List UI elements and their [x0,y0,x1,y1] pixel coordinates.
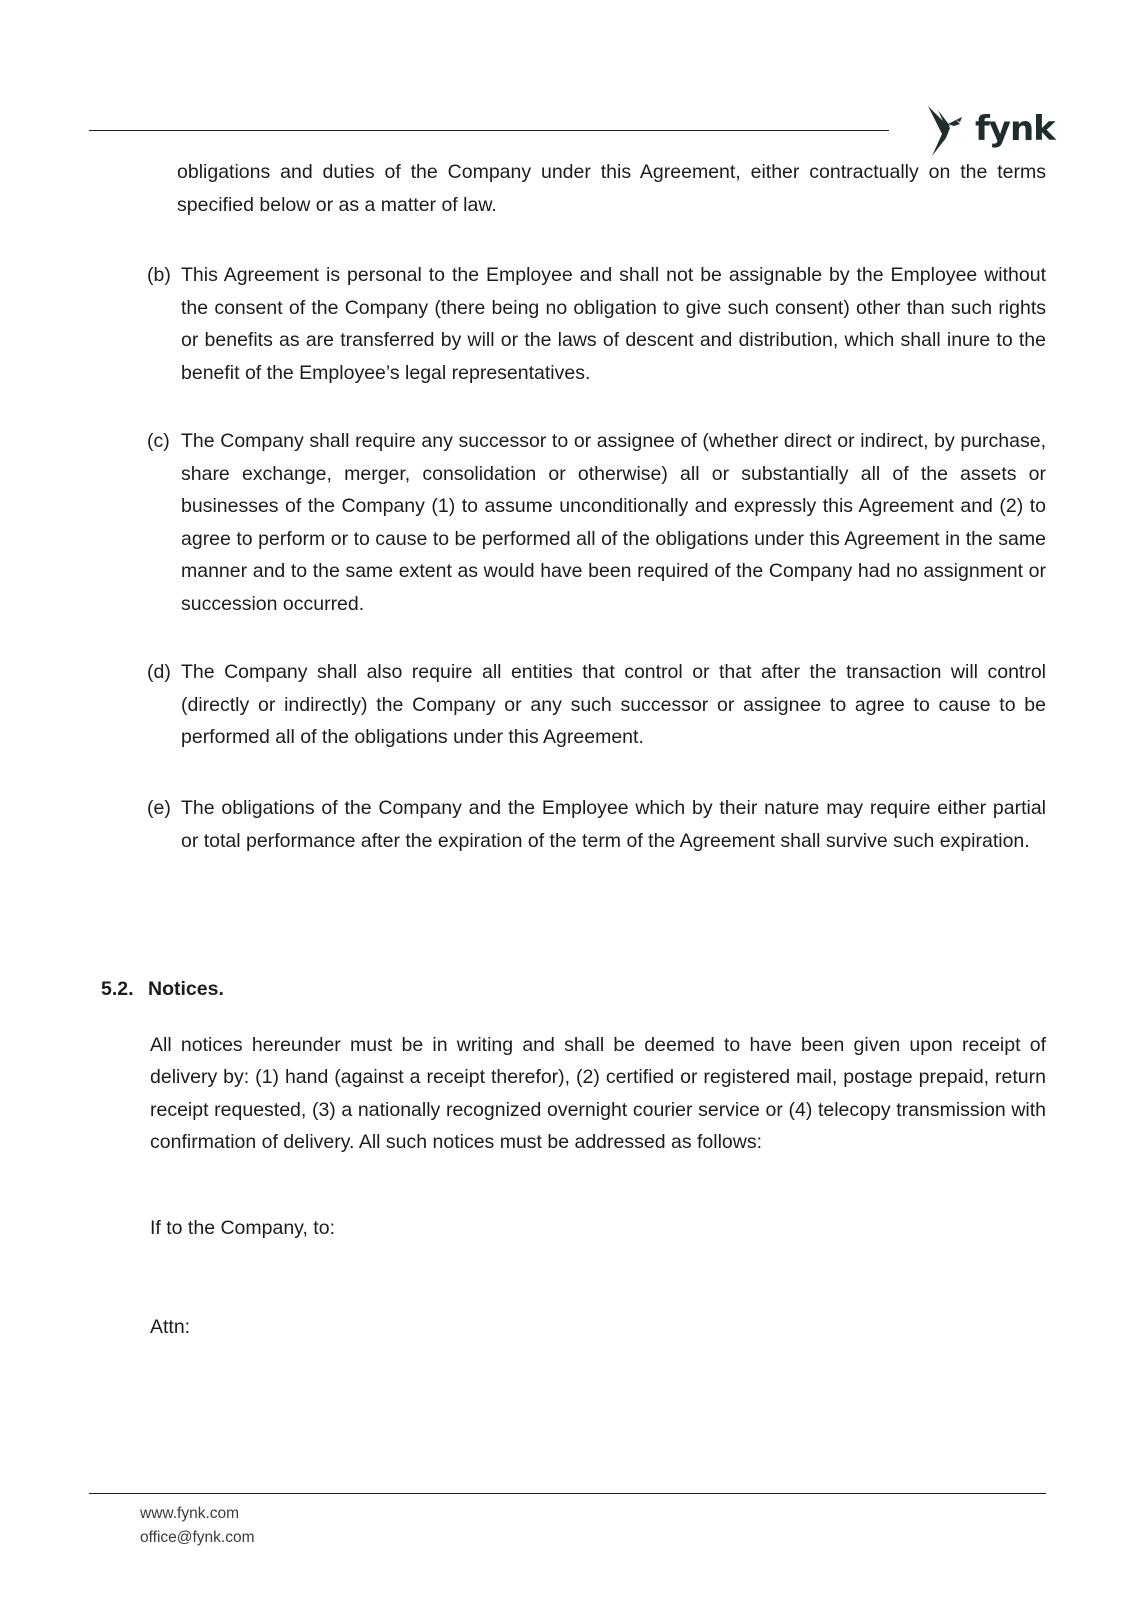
fynk-logo [920,104,1055,160]
section-heading [101,973,224,1005]
clause-item-b [147,259,1046,389]
clause-text: This Agreement is personal to the Employee and shall not be assignable by the Employee without the consent of the Company (there being no obligation to give such consent) other than such rights or benefits as are transferred by will or the laws of descent and distribution, which shall inure to the benefit of the Employee’s legal representatives. [181,264,1046,384]
clause-text: The Company shall also require all entities that control or that after the transaction will control (directly or indirectly) the Company or any such successor or assignee to agree to cause to be performed all of the obligations under this Agreement. [181,661,1046,748]
section-number: 5.2. [101,978,134,1000]
clause-item-d [147,656,1046,754]
clause-label: (b) [147,264,171,286]
clause-label: (d) [147,661,171,683]
fynk-bird-logo-icon [920,104,972,160]
clause-label: (c) [147,430,170,452]
attn-label: Attn: [150,1316,191,1338]
continuation-paragraph: obligations and duties of the Company under this Agreement, either contractually on the terms specified below or as a matter of law. [177,161,1046,216]
if-to-company-label: If to the Company, to: [150,1217,335,1239]
clause-label: (e) [147,797,171,819]
footer-email: office@fynk.com [140,1529,255,1546]
footer-website: www.fynk.com [140,1505,240,1522]
header-divider [89,130,889,131]
section-title: Notices. [148,978,224,1000]
logo-wordmark: fynk [975,109,1055,149]
notices-paragraph: All notices hereunder must be in writing and shall be deemed to have been given upon receipt of delivery by: (1) hand (against a receipt therefor), (2) certified or registered mail, postage prepaid, return receipt requested, (3) a nationally recognized overnight courier service or (4) telecopy transmission with confirmation of delivery. All such notices must be addressed as follows: [150,1034,1046,1153]
footer-divider [89,1493,1046,1494]
clause-item-e [147,792,1046,857]
clause-text: The obligations of the Company and the Employee which by their nature may require either partial or total performance after the expiration of the term of the Agreement shall survive such expiration. [181,797,1046,852]
clause-item-c [147,425,1046,620]
clause-text: The Company shall require any successor to or assignee of (whether direct or indirect, by purchase, share exchange, merger, consolidation or otherwise) all or substantially all of the assets or businesses of the Company (1) to assume unconditionally and expressly this Agreement and (2) to agree to perform or to cause to be performed all of the obligations under this Agreement in the same manner and to the same extent as would have been required of the Company had no assignment or succession occurred. [181,430,1046,615]
